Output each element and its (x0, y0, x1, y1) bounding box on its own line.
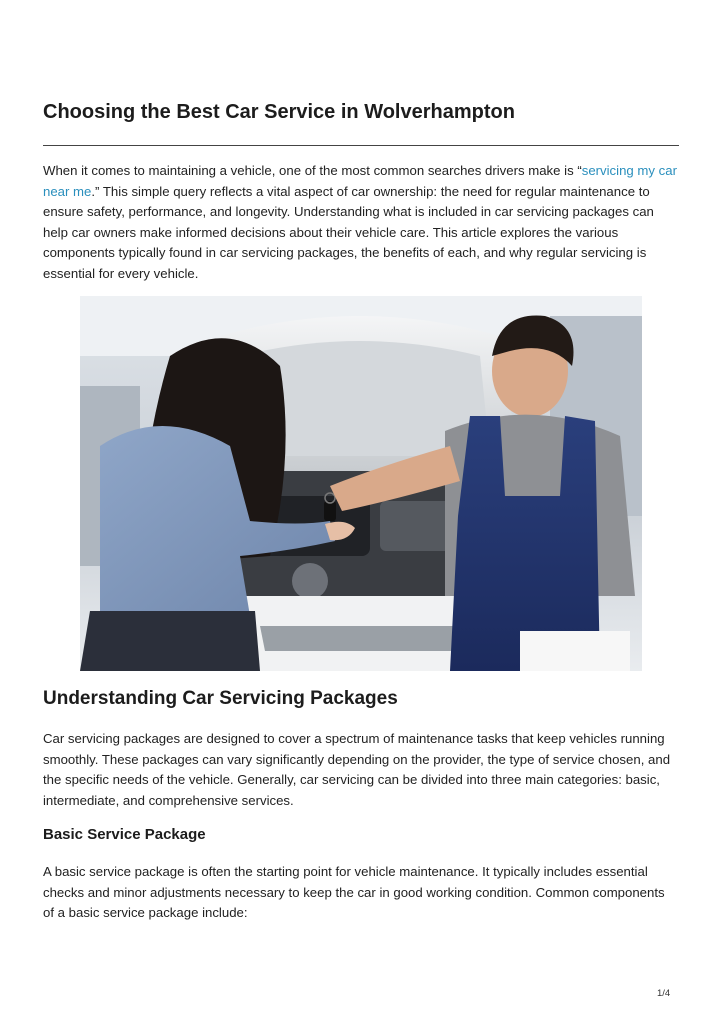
section-heading-packages: Understanding Car Servicing Packages (43, 688, 398, 709)
document-page (43, 0, 679, 1018)
intro-paragraph (43, 161, 679, 284)
intro-text-after: .” This simple query reflects a vital aspect of car ownership: the need for regular maintenance to ensure safety, performance, and longevity. Understanding what is included in car servicing packages can help car owners make informed decisions about their vehicle care. This article explores the various components typically found in car servicing packages, the benefits of each, and why regular servicing is essential for every vehicle. (43, 183, 654, 281)
hero-image-mechanic-handing-keys (80, 296, 642, 671)
subsection-paragraph-basic: A basic service package is often the starting point for vehicle maintenance. It typically includes essential checks and minor adjustments necessary to keep the car in good working condition. Common components of a basic service package include: (43, 864, 665, 920)
article-title: Choosing the Best Car Service in Wolverhampton (43, 101, 515, 123)
servicing-link[interactable]: servicing my car near me (43, 163, 677, 199)
intro-text-before: When it comes to maintaining a vehicle, one of the most common searches drivers make is “ (43, 163, 582, 178)
subsection-heading-basic: Basic Service Package (43, 826, 206, 843)
page-number: 1/4 (657, 988, 671, 999)
section-paragraph-packages: Car servicing packages are designed to cover a spectrum of maintenance tasks that keep vehicles running smoothly. These packages can vary significantly depending on the provider, the type of service chosen, and the specific needs of the vehicle. Generally, car servicing can be divided into three main categories: basic, intermediate, and comprehensive services. (43, 731, 671, 808)
title-divider (43, 145, 679, 146)
